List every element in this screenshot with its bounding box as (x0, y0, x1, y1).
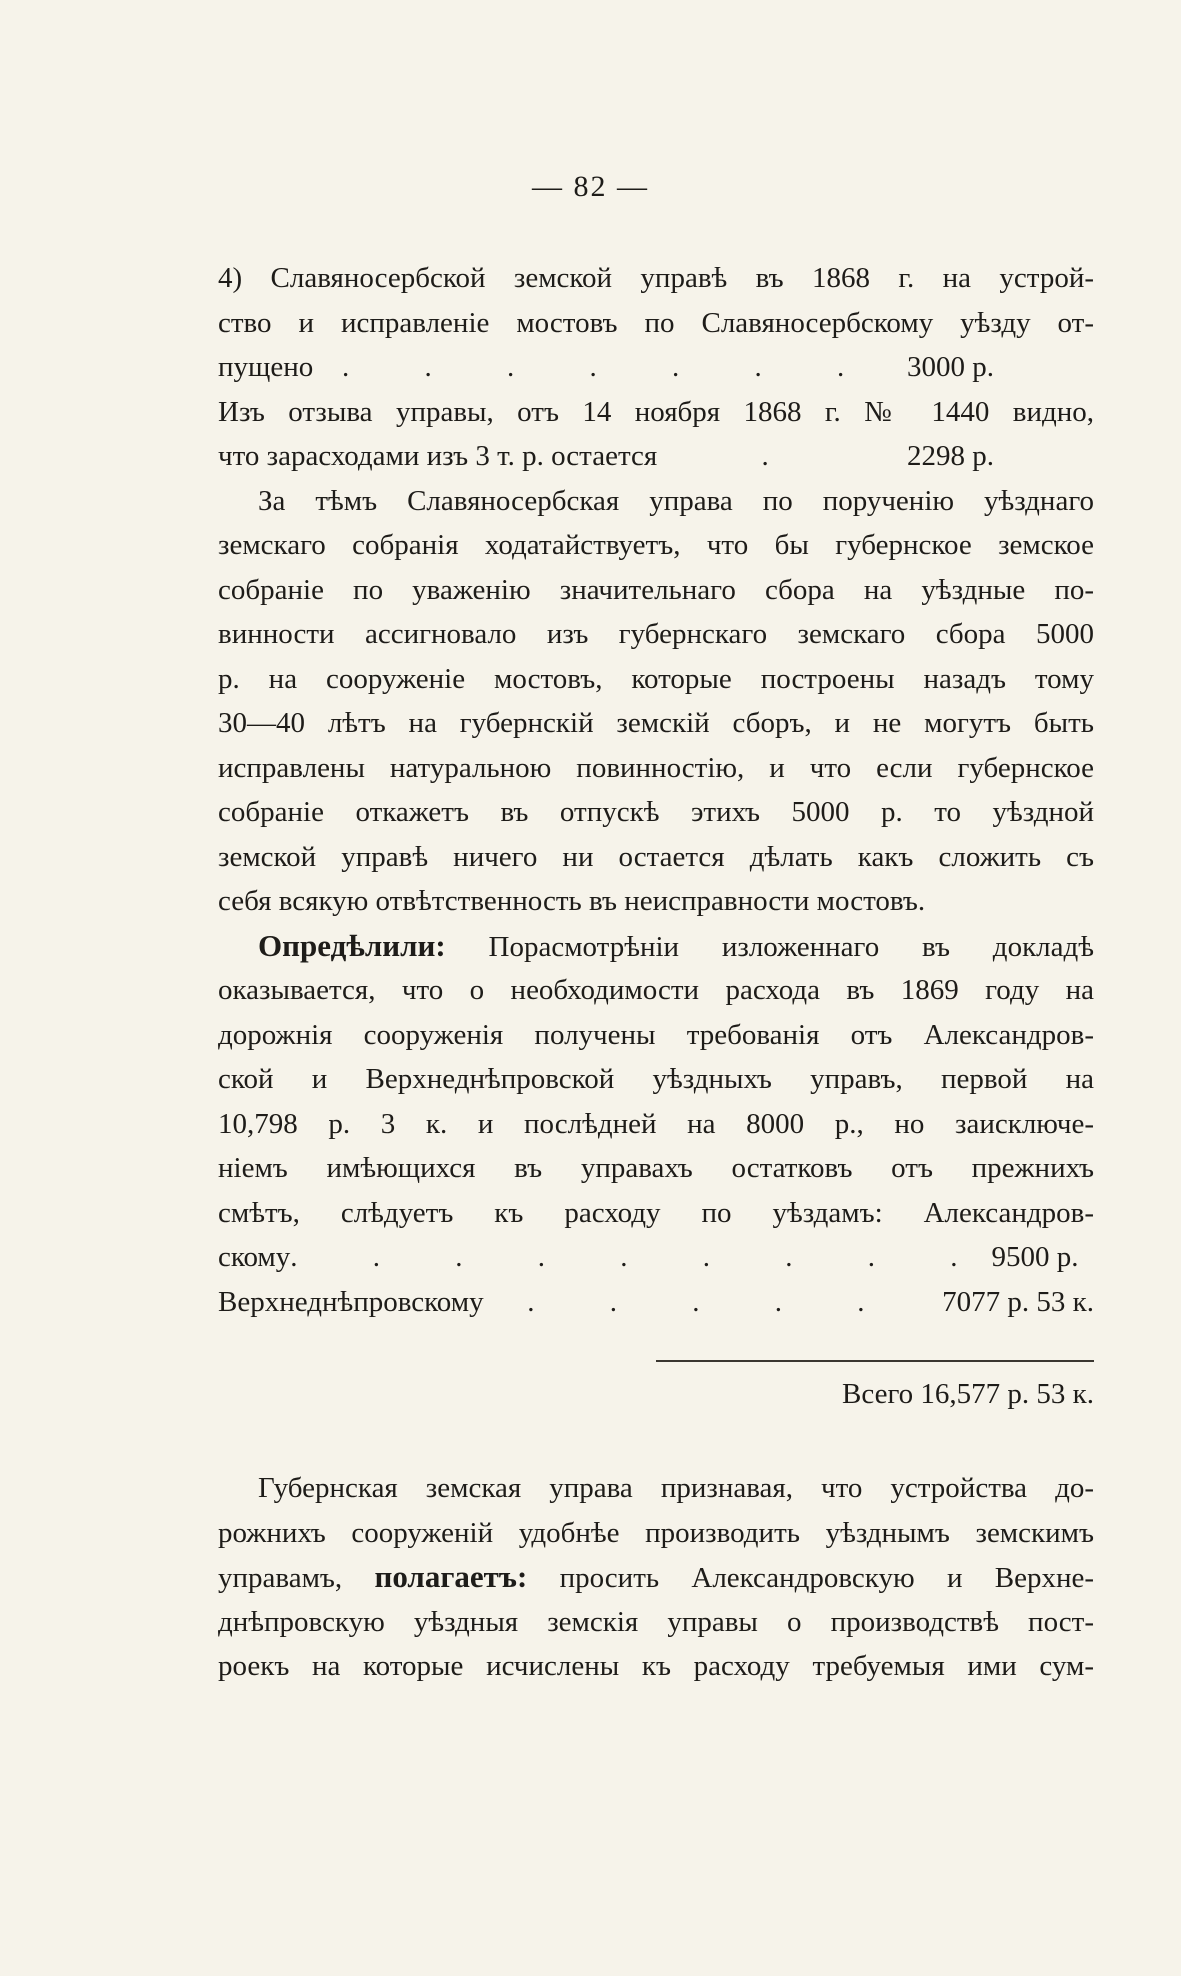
resolution-heading: Опредѣлили: (258, 927, 446, 963)
amount-value: 3000 р. (907, 351, 994, 383)
line-label: пущено (218, 351, 314, 383)
text-line: оказывается, что о необходимости расхода въ 1869 году на (218, 974, 1094, 1006)
amount-line (218, 345, 1094, 390)
text-line: ство и исправленіе мостовъ по Славяносербскому уѣзду от- (218, 306, 1094, 339)
text-line: собраніе откажетъ въ отпускѣ этихъ 5000 р. то уѣздной (218, 796, 1094, 828)
final-paragraph (218, 1466, 1094, 1689)
text-line: ніемъ имѣющихся въ управахъ остатковъ отъ прежнихъ (218, 1152, 1094, 1184)
resolution-word: полагаетъ: (374, 1559, 528, 1594)
total-line: Всего 16,577 р. 53 к. (842, 1378, 1094, 1410)
leader-dots: . . . . . (527, 1285, 899, 1318)
text-line: ской и Верхнеднѣпровской уѣздныхъ управъ, первой на (218, 1063, 1094, 1095)
text-line: Изъ отзыва управы, отъ 14 ноября 1868 г. № 1440 видно, (218, 395, 1094, 428)
text-line (218, 924, 1094, 969)
text-line: роекъ на которые исчислены къ расходу требуемыя ими сум- (218, 1650, 1094, 1682)
text-line: дорожнія сооруженія получены требованія отъ Александров- (218, 1018, 1094, 1051)
amount-line (218, 434, 1094, 479)
text-fragment: управамъ, (218, 1562, 375, 1594)
text-line: собраніе по уваженію значительнаго сбора на уѣздные по- (218, 573, 1094, 606)
amount-value: 7077 р. 53 к. (942, 1285, 1094, 1318)
line-label: что зарасходами изъ 3 т. р. остается (218, 440, 658, 472)
text-line: земской управѣ ничего ни остается дѣлать какъ сложить съ (218, 840, 1094, 873)
text-line: земскаго собранія ходатайствуетъ, что бы губернское земское (218, 529, 1094, 561)
text-line: себя всякую отвѣтственность въ неисправности мостовъ. (218, 885, 926, 917)
text-line (218, 1555, 1094, 1600)
amount-line (218, 1235, 1094, 1280)
text-line: р. на сооруженіе мостовъ, которые построены назадъ тому (218, 662, 1094, 695)
text-line: винности ассигновало изъ губернскаго земскаго сбора 5000 (218, 618, 1094, 650)
text-line: 4) Славяносербской земской управѣ въ 1868 г. на устрой- (218, 262, 1094, 294)
amount-line (218, 1280, 1094, 1325)
main-text-block (218, 256, 1094, 1324)
text-line: За тѣмъ Славяносербская управа по порученію уѣзднаго (258, 484, 1094, 517)
amount-value: 9500 р. (991, 1241, 1079, 1273)
text-line: 10,798 р. 3 к. и послѣдней на 8000 р., но заисключе- (218, 1107, 1094, 1140)
line-label: скому (218, 1241, 291, 1273)
sum-rule (656, 1360, 1094, 1362)
text-line: днѣпровскую уѣздныя земскія управы о производствѣ пост- (218, 1605, 1094, 1638)
text-line: Губернская земская управа признавая, что устройства до- (258, 1472, 1094, 1504)
leader-dots: . . . . . . . (342, 351, 879, 383)
leader-dots: . . . . . . . . . (290, 1241, 992, 1273)
leader-dots: . (761, 440, 803, 472)
text-line: рожнихъ сооруженій удобнѣе производить уѣзднымъ земскимъ (218, 1516, 1094, 1549)
line-label: Верхнеднѣпровскому (218, 1285, 484, 1318)
text-line: смѣтъ, слѣдуетъ къ расходу по уѣздамъ: Александров- (218, 1196, 1094, 1229)
text-line: 30—40 лѣтъ на губернскій земскій сборъ, и не могутъ быть (218, 707, 1094, 739)
page-number: — 82 — (532, 170, 649, 203)
text-fragment: просить Александровскую и Верхне- (527, 1562, 1094, 1594)
text-fragment: Порасмотрѣніи изложеннаго въ докладѣ (445, 930, 1094, 963)
amount-value: 2298 р. (907, 440, 994, 472)
text-line: исправлены натуральною повинностію, и что если губернское (218, 751, 1094, 784)
